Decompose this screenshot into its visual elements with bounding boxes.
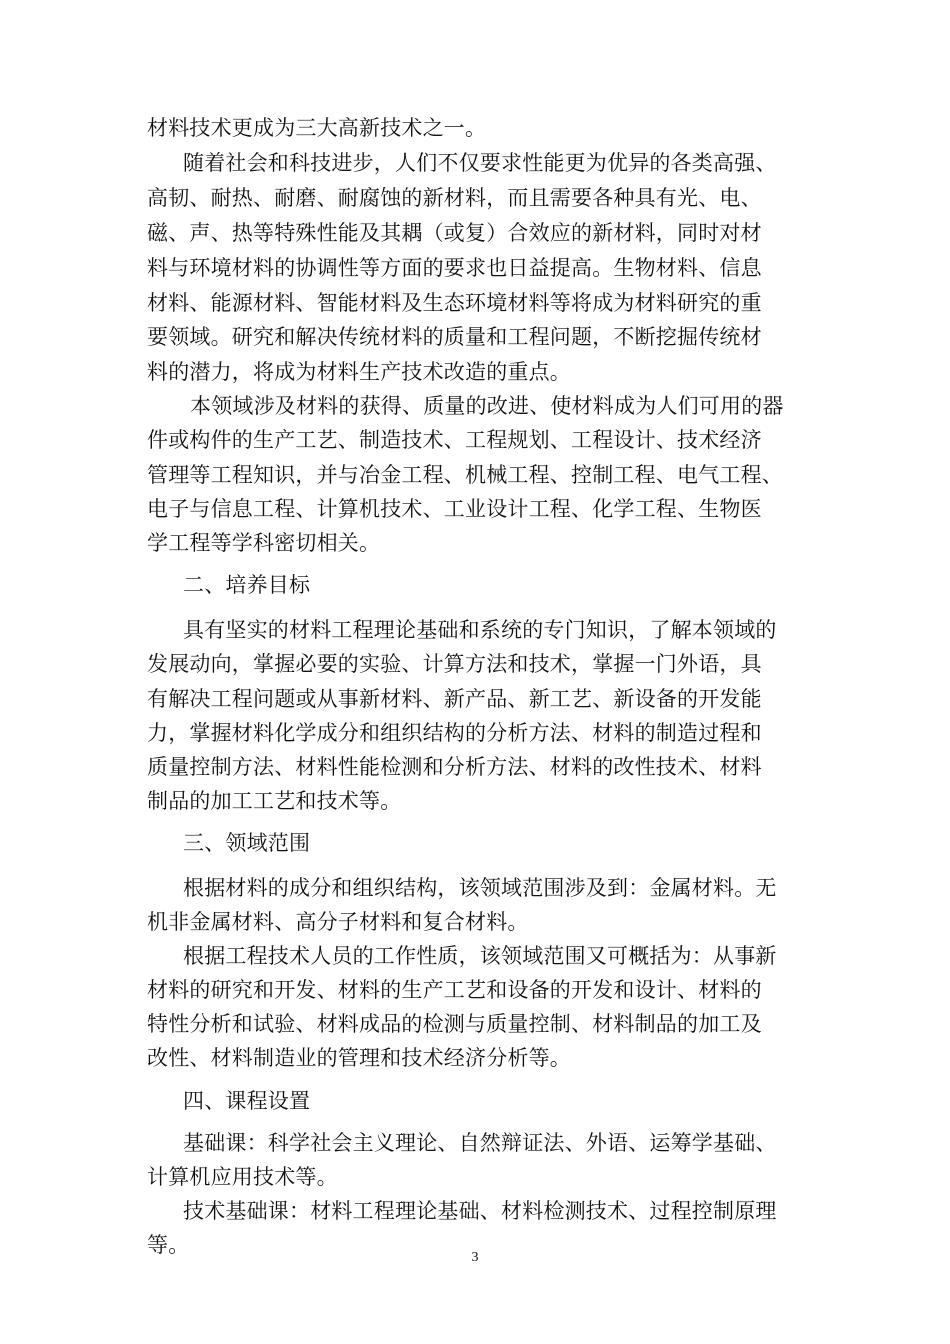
paragraph-line: 特性分析和试验、材料成品的检测与质量控制、材料制品的加工及 (147, 1012, 762, 1036)
paragraph-line: 要领域。研究和解决传统材料的质量和工程问题，不断挖掘传统材 (147, 325, 762, 349)
paragraph-line: 件或构件的生产工艺、制造技术、工程规划、工程设计、技术经济 (147, 428, 762, 452)
paragraph-line: 具有坚实的材料工程理论基础和系统的专门知识，了解本领域的 (183, 618, 777, 642)
paragraph-line: 管理等工程知识，并与冶金工程、机械工程、控制工程、电气工程、 (147, 463, 783, 487)
paragraph-line: 随着社会和科技进步，人们不仅要求性能更为优异的各类高强、 (183, 151, 777, 175)
section-heading: 二、培养目标 (183, 573, 311, 597)
paragraph-line: 计算机应用技术等。 (147, 1165, 338, 1189)
paragraph-line: 力，掌握材料化学成分和组织结构的分析方法、材料的制造过程和 (147, 721, 762, 745)
paragraph-line: 学工程等学科密切相关。 (147, 531, 381, 555)
paragraph-line: 根据工程技术人员的工作性质，该领域范围又可概括为：从事新 (183, 944, 777, 968)
paragraph-line: 磁、声、热等特殊性能及其耦（或复）合效应的新材料，同时对材 (147, 221, 762, 245)
paragraph-line: 材料的研究和开发、材料的生产工艺和设备的开发和设计、材料的 (147, 978, 762, 1002)
section-heading: 三、领域范围 (183, 831, 311, 855)
paragraph-line: 根据材料的成分和组织结构，该领域范围涉及到：金属材料。无 (183, 876, 777, 900)
paragraph-line: 发展动向，掌握必要的实验、计算方法和技术，掌握一门外语，具 (147, 652, 762, 676)
paragraph-line: 机非金属材料、高分子材料和复合材料。 (147, 910, 529, 934)
paragraph-line: 改性、材料制造业的管理和技术经济分析等。 (147, 1046, 571, 1070)
paragraph-line: 有解决工程问题或从事新材料、新产品、新工艺、新设备的开发能 (147, 687, 762, 711)
section-heading: 四、课程设置 (183, 1089, 311, 1113)
paragraph-line: 料与环境材料的协调性等方面的要求也日益提高。生物材料、信息 (147, 256, 762, 280)
paragraph-line: 本领域涉及材料的获得、质量的改进、使材料成为人们可用的器 (190, 394, 784, 418)
paragraph-line: 材料、能源材料、智能材料及生态环境材料等将成为材料研究的重 (147, 291, 762, 315)
paragraph-line: 等。 (147, 1233, 190, 1257)
paragraph-line: 材料技术更成为三大高新技术之一。 (147, 116, 487, 140)
paragraph-line: 电子与信息工程、计算机技术、工业设计工程、化学工程、生物医 (147, 497, 762, 521)
paragraph-line: 基础课：科学社会主义理论、自然辩证法、外语、运筹学基础、 (183, 1131, 777, 1155)
paragraph-line: 料的潜力，将成为材料生产技术改造的重点。 (147, 360, 571, 384)
paragraph-line: 质量控制方法、材料性能检测和分析方法、材料的改性技术、材料 (147, 755, 762, 779)
paragraph-line: 技术基础课：材料工程理论基础、材料检测技术、过程控制原理 (183, 1199, 777, 1223)
paragraph-line: 制品的加工工艺和技术等。 (147, 789, 402, 813)
page-number: 3 (471, 1250, 479, 1265)
paragraph-line: 高韧、耐热、耐磨、耐腐蚀的新材料，而且需要各种具有光、电、 (147, 186, 762, 210)
